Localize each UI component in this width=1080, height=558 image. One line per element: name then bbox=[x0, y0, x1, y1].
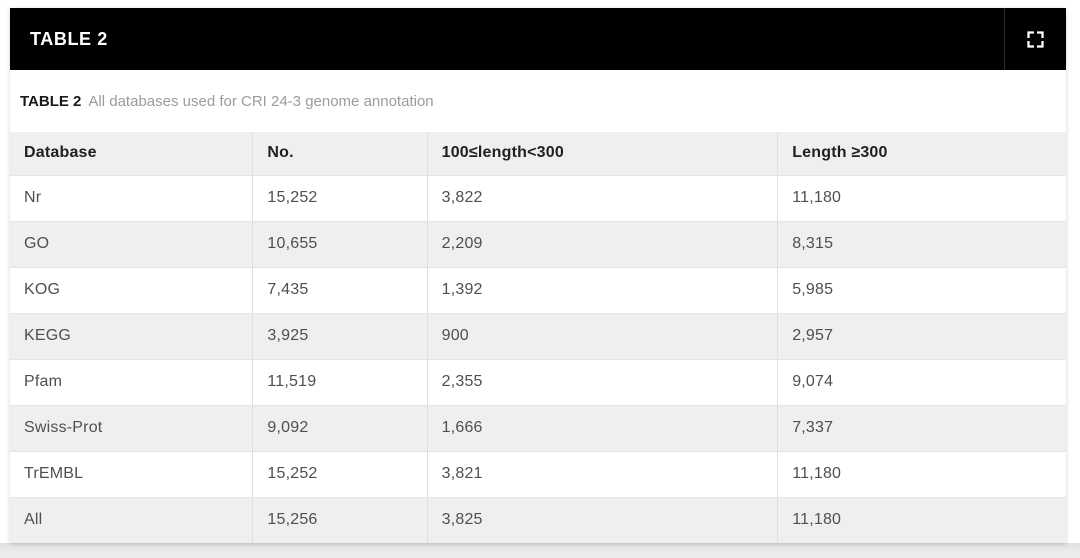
table-cell: 15,256 bbox=[253, 497, 427, 543]
table-cell: All bbox=[10, 497, 253, 543]
fullscreen-expand-icon bbox=[1025, 29, 1046, 50]
table-caption bbox=[10, 70, 1066, 132]
table-row bbox=[10, 175, 1066, 221]
table-cell: 3,822 bbox=[427, 175, 778, 221]
table-cell: 10,655 bbox=[253, 221, 427, 267]
table-cell: 11,180 bbox=[778, 451, 1066, 497]
page-background-strip bbox=[0, 543, 1080, 558]
table-cell: KEGG bbox=[10, 313, 253, 359]
table-cell: 2,957 bbox=[778, 313, 1066, 359]
table-cell: 9,074 bbox=[778, 359, 1066, 405]
table-cell: 9,092 bbox=[253, 405, 427, 451]
table-cell: TrEMBL bbox=[10, 451, 253, 497]
table-panel-header bbox=[10, 8, 1066, 70]
table-row bbox=[10, 267, 1066, 313]
table-cell: 3,825 bbox=[427, 497, 778, 543]
table-cell: 2,209 bbox=[427, 221, 778, 267]
column-header-database: Database bbox=[10, 132, 253, 175]
column-header-length-300: Length ≥300 bbox=[778, 132, 1066, 175]
table-header-row bbox=[10, 132, 1066, 175]
table-cell: 1,392 bbox=[427, 267, 778, 313]
table-cell: 11,519 bbox=[253, 359, 427, 405]
table-body bbox=[10, 175, 1066, 543]
table-cell: 3,821 bbox=[427, 451, 778, 497]
table-cell: KOG bbox=[10, 267, 253, 313]
table-cell: 7,435 bbox=[253, 267, 427, 313]
table-cell: 15,252 bbox=[253, 451, 427, 497]
table-row bbox=[10, 451, 1066, 497]
column-header-length-100-300: 100≤length<300 bbox=[427, 132, 778, 175]
table-row bbox=[10, 221, 1066, 267]
table-widget-card bbox=[10, 8, 1066, 543]
table-row bbox=[10, 313, 1066, 359]
table-cell: Pfam bbox=[10, 359, 253, 405]
table-cell: GO bbox=[10, 221, 253, 267]
table-cell: Nr bbox=[10, 175, 253, 221]
table-row bbox=[10, 497, 1066, 543]
table-row bbox=[10, 359, 1066, 405]
table-cell: 7,337 bbox=[778, 405, 1066, 451]
caption-text: All databases used for CRI 24-3 genome annotation bbox=[88, 92, 434, 110]
table-cell: Swiss-Prot bbox=[10, 405, 253, 451]
caption-label: TABLE 2 bbox=[20, 92, 82, 110]
table-cell: 2,355 bbox=[427, 359, 778, 405]
panel-spacer bbox=[108, 8, 1004, 70]
table-cell: 11,180 bbox=[778, 497, 1066, 543]
panel-title: TABLE 2 bbox=[30, 28, 108, 49]
table-cell: 900 bbox=[427, 313, 778, 359]
table-cell: 5,985 bbox=[778, 267, 1066, 313]
column-header-no: No. bbox=[253, 132, 427, 175]
table-cell: 8,315 bbox=[778, 221, 1066, 267]
fullscreen-button[interactable] bbox=[1005, 8, 1066, 70]
table-cell: 15,252 bbox=[253, 175, 427, 221]
table-cell: 11,180 bbox=[778, 175, 1066, 221]
table-row bbox=[10, 405, 1066, 451]
table-cell: 3,925 bbox=[253, 313, 427, 359]
table-cell: 1,666 bbox=[427, 405, 778, 451]
data-table bbox=[10, 132, 1066, 543]
